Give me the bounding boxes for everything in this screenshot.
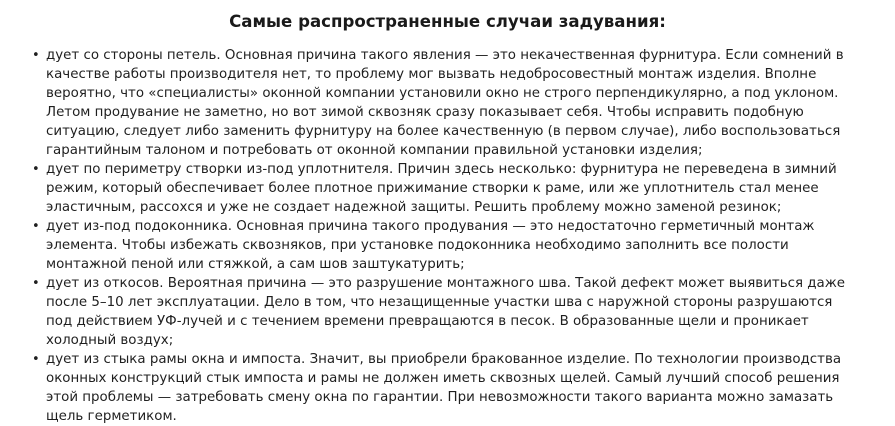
bullet-icon: •: [32, 219, 40, 234]
list-item-text: дует из стыка рамы окна и импоста. Значит, вы приобрели бракованное изделие. По технологии производства оконных конструкций стык импоста и рамы не должен иметь сквозных щелей. Самый лучший способ решения этой проблемы — затребовать смену окна по гарантии. При невозможности такого варианта можно замазать щель герметиком.: [46, 352, 842, 424]
bullet-icon: •: [32, 162, 40, 177]
bullet-icon: •: [32, 352, 40, 367]
list-item: [32, 160, 852, 217]
list-item-text: дует по периметру створки из-под уплотнителя. Причин здесь несколько: фурнитура не переведена в зимний режим, который обеспечивает более плотное прижимание створки к раме, или же уплотнитель стал менее эластичным, рассохся и уже не создает надежной защиты. Решить проблему можно заменой резинок;: [46, 162, 837, 215]
list-item: [32, 217, 852, 274]
list-item-text: дует из откосов. Вероятная причина — это разрушение монтажного шва. Такой дефект может выявиться даже после 5–10 лет эксплуатации. Дело в том, что незащищенные участки шва с наружной стороны разрушаются под действием УФ-лучей и с течением времени превращаются в песок. В образованные щели и проникает холодный воздух;: [46, 276, 846, 348]
list-item: [32, 350, 852, 426]
bullet-icon: •: [32, 276, 40, 291]
list-item-text: дует со стороны петель. Основная причина такого явления — это некачественная фурнитура. Если сомнений в качестве работы производителя нет, то проблему мог вызвать недобросовестный монтаж изделия. Вполне вероятно, что «специалисты» оконной компании установили окно не строго перпендикулярно, а под уклоном. Летом продувание не заметно, но вот зимой сквозняк сразу показывает себя. Чтобы исправить подобную ситуацию, следует либо заменить фурнитуру на более качественную (в первом случае), либо воспользоваться гарантийным талоном и потребовать от оконной компании правильной установки изделия;: [46, 48, 844, 158]
drafts-list: [0, 46, 852, 426]
article-heading: Самые распространенные случаи задувания:: [229, 12, 666, 31]
bullet-icon: •: [32, 48, 40, 63]
list-item-text: дует из-под подоконника. Основная причина такого продувания — это недостаточно герметичный монтаж элемента. Чтобы избежать сквозняков, при установке подоконника необходимо заполнить все полости монтажной пеной или стяжкой, а сам шов заштукатурить;: [46, 219, 815, 272]
list-item: [32, 274, 852, 350]
list-item: [32, 46, 852, 160]
